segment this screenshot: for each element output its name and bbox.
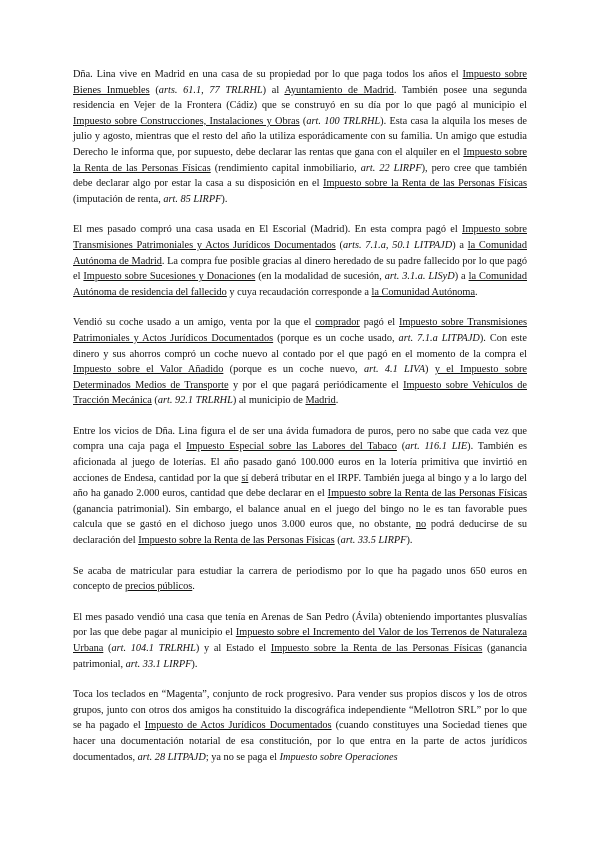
underlined-term: Impuesto sobre Vehículos de Tracción Mecánica xyxy=(73,379,527,407)
text-run: ) y al Estado el xyxy=(195,643,271,654)
underlined-term: comprador xyxy=(315,317,360,329)
underlined-term: Impuesto sobre Transmisiones Patrimoniales y Actos Jurídicos Documentados xyxy=(73,317,527,344)
text-run: El mes pasado vendió una casa que tenía en Arenas de San Pedro (Ávila) obteniendo importantes plusvalías por las que debe pagar al municipio el xyxy=(73,611,527,639)
text-run: Vendió su coche usado a un amigo, venta por la que el xyxy=(73,317,316,329)
legal-citation: art. 33.5 LIRPF xyxy=(340,535,407,547)
text-run: ). xyxy=(406,535,413,547)
text-run: (porque es un coche nuevo, xyxy=(223,364,364,376)
legal-citation: Impuesto sobre Operaciones xyxy=(279,751,398,763)
text-run: Dña. Lina vive en Madrid en una casa de su propiedad por lo que paga todos los años el xyxy=(73,69,463,80)
text-run: ) al xyxy=(262,84,285,96)
text-run: El mes pasado compró una casa usada en El Escorial (Madrid). En esta compra pagó el xyxy=(73,224,463,236)
text-run: Entre los vicios de Dña. Lina figura el de ser una ávida fumadora de puros, pero no sabe que cada vez que compra una caja paga el xyxy=(73,425,527,453)
paragraph-5 xyxy=(73,564,527,595)
text-run: ( xyxy=(334,535,341,547)
text-run: (rendimiento capital inmobiliario, xyxy=(210,162,361,174)
underlined-term: Impuesto sobre la Renta de las Personas Físicas xyxy=(327,488,527,500)
text-run: podrá deducirse de su declaración del xyxy=(73,519,527,547)
underlined-term: no xyxy=(415,519,427,531)
text-run: y por el que pagará periódicamente el xyxy=(228,379,404,391)
underlined-term: Impuesto sobre la Renta de las Personas Físicas xyxy=(323,178,527,190)
text-run: ) al municipio de xyxy=(232,395,306,407)
text-run: ( xyxy=(151,395,158,407)
paragraph-2 xyxy=(73,222,527,300)
text-run: (ganancia patrimonial). Sin embargo, el balance anual en el juego del bingo no le es tan favorable pues calcula que se gastó en el dichoso juego unos 3.000 euros que, no obstante, xyxy=(73,503,527,531)
text-run: . xyxy=(192,581,195,593)
underlined-term: Impuesto sobre el Valor Añadido xyxy=(73,364,224,376)
legal-citation: art. 33.1 LIRPF xyxy=(125,658,192,670)
text-run: ; ya no se paga el xyxy=(205,751,280,763)
legal-citation: art. 4.1 LIVA xyxy=(363,364,426,376)
underlined-term: Madrid xyxy=(305,395,336,407)
text-run: ). xyxy=(221,193,228,205)
text-run: . xyxy=(475,286,478,298)
legal-citation: art. 3.1.a. LISyD xyxy=(384,271,455,283)
text-run: ( xyxy=(299,115,307,127)
underlined-term: la Comunidad Autónoma de Madrid xyxy=(73,239,527,267)
legal-citation: art. 28 LITPAJD xyxy=(137,751,206,763)
legal-citation: art. 7.1.a LITPAJD xyxy=(398,332,480,344)
text-run: ( xyxy=(396,441,406,453)
text-run: ( xyxy=(103,643,112,654)
text-run: ). También es aficionada al juego de loterías. El año pasado ganó 100.000 euros en la lotería primitiva que invirtió en acciones de Endesa, cantidad por la que xyxy=(73,441,527,484)
underlined-term: precios públicos xyxy=(125,581,193,593)
underlined-term: Impuesto sobre la Renta de las Personas Físicas xyxy=(138,535,335,547)
legal-citation: art. 22 LIRPF xyxy=(360,162,422,174)
legal-citation: arts. 7.1.a, 50.1 LITPAJD xyxy=(342,239,453,251)
text-run: y cuya recaudación corresponde a xyxy=(226,286,372,298)
text-run: ( xyxy=(335,239,343,251)
legal-citation: art. 104.1 TRLRHL xyxy=(111,643,196,654)
legal-citation: art. 100 TRLRHL xyxy=(306,115,381,127)
underlined-term: Impuesto de Actos Jurídicos Documentados xyxy=(144,720,332,732)
text-run: . La compra fue posible gracias al dinero heredado de su padre fallecido por lo que pagó el xyxy=(73,255,527,283)
text-run: ) a xyxy=(452,239,468,251)
legal-citation: art. 92.1 TRLRHL xyxy=(157,395,233,407)
legal-citation: arts. 61.1, 77 TRLRHL xyxy=(158,84,263,96)
underlined-term: y el Impuesto sobre Determinados Medios de Transporte xyxy=(73,364,527,391)
text-run: Toca los teclados en “Magenta”, conjunto de rock progresivo. Para vender sus propios discos y los de otros grupos, junto con otros dos amigos ha constituido la discográfica independiente “Mellotron SRL” por lo que se ha pagado el xyxy=(73,689,527,732)
text-run: ). Esta casa la alquila los meses de julio y agosto, mientras que el resto del año la utiliza esporádicamente con su familia. Un amigo que estudia Derecho le informa que, por supuesto, debe declarar las rentas que gana con el alquiler en el xyxy=(73,115,527,158)
underlined-term: Impuesto Especial sobre las Labores del Tabaco xyxy=(186,441,397,453)
text-run: ). Con este dinero y sus ahorros compró un coche nuevo al contado por el que pagó en el momento de la compra el xyxy=(73,332,527,360)
document-body xyxy=(73,67,527,765)
text-run: . También posee una segunda residencia en Vejer de la Frontera (Cádiz) que se construyó en su día por lo que pagó al municipio el xyxy=(73,84,527,112)
underlined-term: Impuesto sobre la Renta de las Personas Físicas xyxy=(73,146,527,174)
text-run: Se acaba de matricular para estudiar la carrera de periodismo por lo que ha pagado unos 650 euros en concepto de xyxy=(73,565,527,593)
text-run: ). xyxy=(191,658,198,670)
text-run: . xyxy=(335,395,339,407)
paragraph-4 xyxy=(73,424,527,549)
underlined-term: Impuesto sobre Bienes Inmuebles xyxy=(73,69,527,96)
paragraph-3 xyxy=(73,315,527,409)
text-run: deberá tributar en el IRPF. También juega al bingo y a lo largo del año ha ganado 2.000 euros, cantidad que debe declarar en el xyxy=(73,472,527,500)
underlined-term: Impuesto sobre Transmisiones Patrimoniales y Actos Jurídicos Documentados xyxy=(73,224,527,251)
text-run: (en la modalidad de sucesión, xyxy=(255,271,385,283)
legal-citation: art. 85 LIRPF xyxy=(163,193,222,205)
paragraph-1 xyxy=(73,67,527,207)
text-run: ) a xyxy=(454,271,469,283)
underlined-term: la Comunidad Autónoma de residencia del fallecido xyxy=(73,271,528,298)
text-run: pagó el xyxy=(359,317,400,329)
text-run: (porque es un coche usado, xyxy=(273,332,399,344)
text-run: (imputación de renta, xyxy=(73,193,164,205)
underlined-term: Impuesto sobre Sucesiones y Donaciones xyxy=(83,271,256,283)
text-run: ( xyxy=(149,84,159,96)
text-run: ), pero cree que también debe declarar algo por estar la casa a su disposición en el xyxy=(73,162,528,190)
underlined-term: Ayuntamiento de Madrid xyxy=(284,84,394,96)
text-run: (cuando constituyes una Sociedad tienes que hacer una documentación notarial de esa constitución, por lo que entra en la parte de actos jurídicos documentados, xyxy=(73,720,528,763)
text-run: ) xyxy=(425,364,435,376)
underlined-term: Impuesto sobre el Incremento del Valor de los Terrenos de Naturaleza Urbana xyxy=(73,627,527,654)
text-run: (ganancia patrimonial, xyxy=(73,643,527,670)
paragraph-6 xyxy=(73,610,527,672)
underlined-term: la Comunidad Autónoma xyxy=(371,286,476,298)
underlined-term: Impuesto sobre la Renta de las Personas Físicas xyxy=(270,643,483,654)
paragraph-7 xyxy=(73,687,527,765)
underlined-term: sí xyxy=(241,472,249,484)
underlined-term: Impuesto sobre Construcciones, Instalaciones y Obras xyxy=(73,115,300,127)
legal-citation: art. 116.1 LIE xyxy=(405,441,468,453)
